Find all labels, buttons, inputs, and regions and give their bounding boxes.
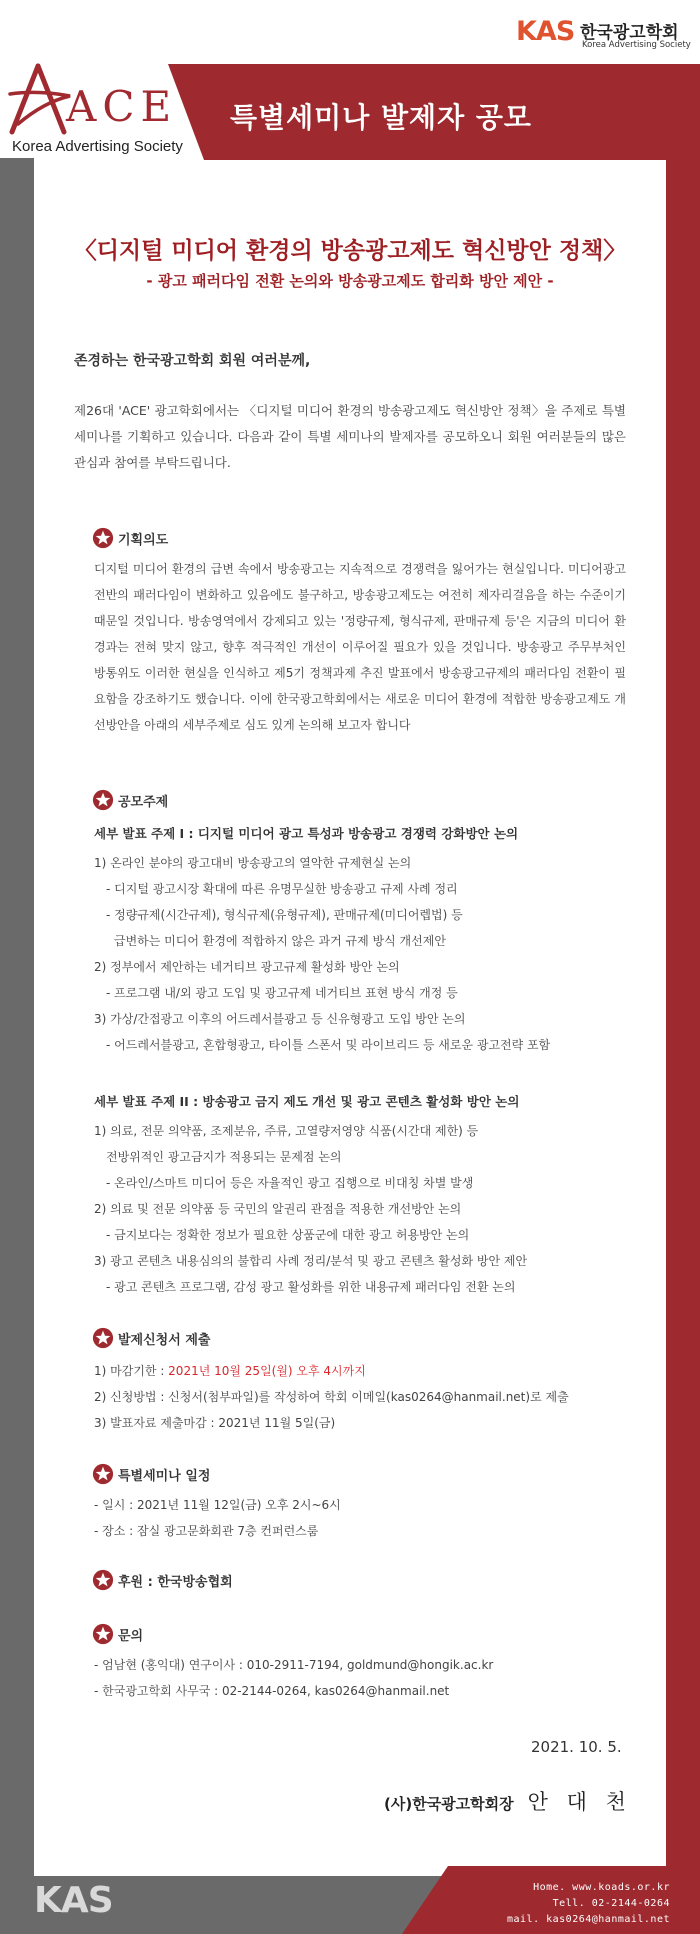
- right-red-border: [666, 158, 700, 1876]
- inquiry-line: - 엄남현 (홍익대) 연구이사 : 010-2911-7194, goldmund@hongik.ac.kr: [94, 1658, 494, 1672]
- topic2-line: - 금지보다는 정확한 정보가 필요한 상품군에 대한 광고 허용방안 논의: [106, 1228, 470, 1242]
- kas-logo: [516, 16, 696, 52]
- topic2-line: - 광고 콘텐츠 프로그램, 감성 광고 활성화를 위한 내용규제 패러다임 전환 논의: [106, 1280, 516, 1294]
- planning-body: 디지털 미디어 환경의 급변 속에서 방송광고는 지속적으로 경쟁력을 잃어가는 현실입니다. 미디어광고 전반의 패러다임이 변화하고 있음에도 불구하고, 방송광고제도는 여전히 제자리걸음을 하는 수준이기 때문일 것입니다. 방송영역에서 강제되고 있는 '정량규제, 형식규제, 판매규제 등'은 지금의 미디어 환경과는 전혀 맞지 않고, 향후 적극적인 개선이 이루어질 필요가 있을 것입니다. 방송광고 주무부처인 방통위도 이러한 현실을 인식하고 제5기 정책과제 추진 발표에서 방송광고규제의 패러다임 전환이 필요함을 강조하기도 했습니다. 이에 한국광고학회에서는 새로운 미디어 환경에 적합한 방송광고제도 개선방안을 아래의 세부주제로 심도 있게 논의해 보고자 합니다: [94, 562, 626, 732]
- topic1-line: - 어드레서블광고, 혼합형광고, 타이틀 스폰서 및 라이브리드 등 새로운 광고전략 포함: [106, 1038, 551, 1052]
- section-heading-text: 후원 : 한국방송협회: [118, 1574, 233, 1590]
- submission-method: 2) 신청방법 : 신청서(첨부파일)를 작성하여 학회 이메일(kas0264@hanmail.net)로 제출: [94, 1390, 569, 1404]
- topic1-line: 2) 정부에서 제안하는 네거티브 광고규제 활성화 방안 논의: [94, 960, 400, 974]
- section-heading-text: 공모주제: [118, 794, 169, 810]
- kas-logo-text: KAS: [516, 16, 575, 47]
- deadline-label: 1) 마감기한 :: [94, 1364, 169, 1378]
- section-heading-inquiry: [92, 1622, 143, 1646]
- section-heading-topics: [92, 788, 168, 812]
- left-gray-border: [0, 158, 34, 1876]
- topic2-line: 3) 광고 콘텐츠 내용심의의 불합리 사례 정리/분석 및 광고 콘텐츠 활성화 방안 제안: [94, 1254, 528, 1268]
- star-badge-icon: [92, 1569, 114, 1591]
- deadline-value: 2021년 10월 25일(월) 오후 4시까지: [168, 1364, 366, 1378]
- star-badge-icon: [92, 789, 114, 811]
- president-title: (사)한국광고학회장: [384, 1795, 514, 1813]
- ace-logo: [4, 62, 214, 158]
- topic1-line: - 디지털 광고시장 확대에 따른 유명무실한 방송광고 규제 사례 정리: [106, 882, 458, 896]
- banner-title: 특별세미나 발제자 공모: [230, 101, 532, 134]
- star-badge-icon: [92, 1327, 114, 1349]
- schedule-datetime: - 일시 : 2021년 11월 12일(금) 오후 2시~6시: [94, 1498, 341, 1512]
- section-heading-text: 특별세미나 일정: [118, 1468, 211, 1484]
- topic2-line: 2) 의료 및 전문 의약품 등 국민의 알권리 관점을 적용한 개선방안 논의: [94, 1202, 462, 1216]
- greeting: 존경하는 한국광고학회 회원 여러분께,: [74, 353, 311, 369]
- topic1-title: 세부 발표 주제 I : 디지털 미디어 광고 특성과 방송광고 경쟁력 강화방안 논의: [94, 826, 519, 841]
- star-badge-icon: [92, 1463, 114, 1485]
- sub-title: - 광고 패러다임 전환 논의와 방송광고제도 합리화 방안 제안 -: [146, 272, 554, 290]
- signature-block: [384, 1786, 632, 1816]
- topic2-line: - 온라인/스마트 미디어 등은 자율적인 광고 집행으로 비대칭 차별 발생: [106, 1176, 474, 1190]
- schedule-place: - 장소 : 잠실 광고문화회관 7층 컨퍼런스룸: [94, 1524, 319, 1538]
- section-heading-text: 발제신청서 제출: [118, 1332, 211, 1348]
- document-date: 2021. 10. 5.: [531, 1738, 622, 1756]
- submission-material-deadline: 3) 발표자료 제출마감 : 2021년 11월 5일(금): [94, 1416, 336, 1430]
- ace-logo-subtitle: Korea Advertising Society: [12, 138, 183, 155]
- footer-kas-logo: KAS: [34, 1880, 113, 1921]
- main-title: 〈디지털 미디어 환경의 방송광고제도 혁신방안 정책〉: [73, 238, 627, 264]
- ace-logo-text: ACE: [66, 82, 178, 131]
- topic1-line: 1) 온라인 분야의 광고대비 방송광고의 열악한 규제현실 논의: [94, 856, 412, 870]
- topic1-line: - 프로그램 내/외 광고 도입 및 광고규제 네거티브 표현 방식 개정 등: [106, 986, 458, 1000]
- section-heading-sponsor: [92, 1568, 233, 1592]
- section-heading-text: 기획의도: [118, 532, 169, 548]
- star-badge-icon: [92, 1623, 114, 1645]
- section-heading-text: 문의: [118, 1628, 144, 1644]
- section-heading-submission: [92, 1326, 210, 1350]
- org-name-en: Korea Advertising Society: [582, 40, 691, 50]
- org-name-ko: 한국광고학회: [580, 23, 679, 43]
- topic2-title: 세부 발표 주제 II : 방송광고 금지 제도 개선 및 광고 콘텐츠 활성화 방안 논의: [94, 1094, 520, 1109]
- submission-deadline: [94, 1362, 366, 1379]
- ace-star-icon: [4, 62, 74, 136]
- star-badge-icon: [92, 527, 114, 549]
- footer-mail-link[interactable]: mail. kas0264@hanmail.net: [506, 1914, 670, 1925]
- section-heading-planning: [92, 526, 168, 550]
- intro-paragraph: 제26대 'ACE' 광고학회에서는 〈디지털 미디어 환경의 방송광고제도 혁신방안 정책〉을 주제로 특별 세미나를 기획하고 있습니다. 다음과 같이 특별 세미나의 발제자를 공모하오니 회원 여러분들의 많은 관심과 참여를 부탁드립니다.: [74, 403, 626, 470]
- section-heading-schedule: [92, 1462, 210, 1486]
- topic1-line: 급변하는 미디어 환경에 적합하지 않은 과거 규제 방식 개선제안: [114, 934, 446, 948]
- topic1-line: - 정량규제(시간규제), 형식규제(유형규제), 판매규제(미디어렙법) 등: [106, 908, 463, 922]
- inquiry-line: - 한국광고학회 사무국 : 02-2144-0264, kas0264@hanmail.net: [94, 1684, 450, 1698]
- topic2-line: 1) 의료, 전문 의약품, 조제분유, 주류, 고열량저영양 식품(시간대 제한) 등: [94, 1124, 479, 1138]
- topic1-line: 3) 가상/간접광고 이후의 어드레서블광고 등 신유형광고 도입 방안 논의: [94, 1012, 466, 1026]
- president-name: 안 대 천: [527, 1790, 632, 1814]
- footer-home-link[interactable]: Home. www.koads.or.kr: [533, 1882, 670, 1893]
- footer-tel: Tell. 02-2144-0264: [552, 1898, 670, 1909]
- topic2-line: 전방위적인 광고금지가 적용되는 문제점 논의: [106, 1150, 342, 1164]
